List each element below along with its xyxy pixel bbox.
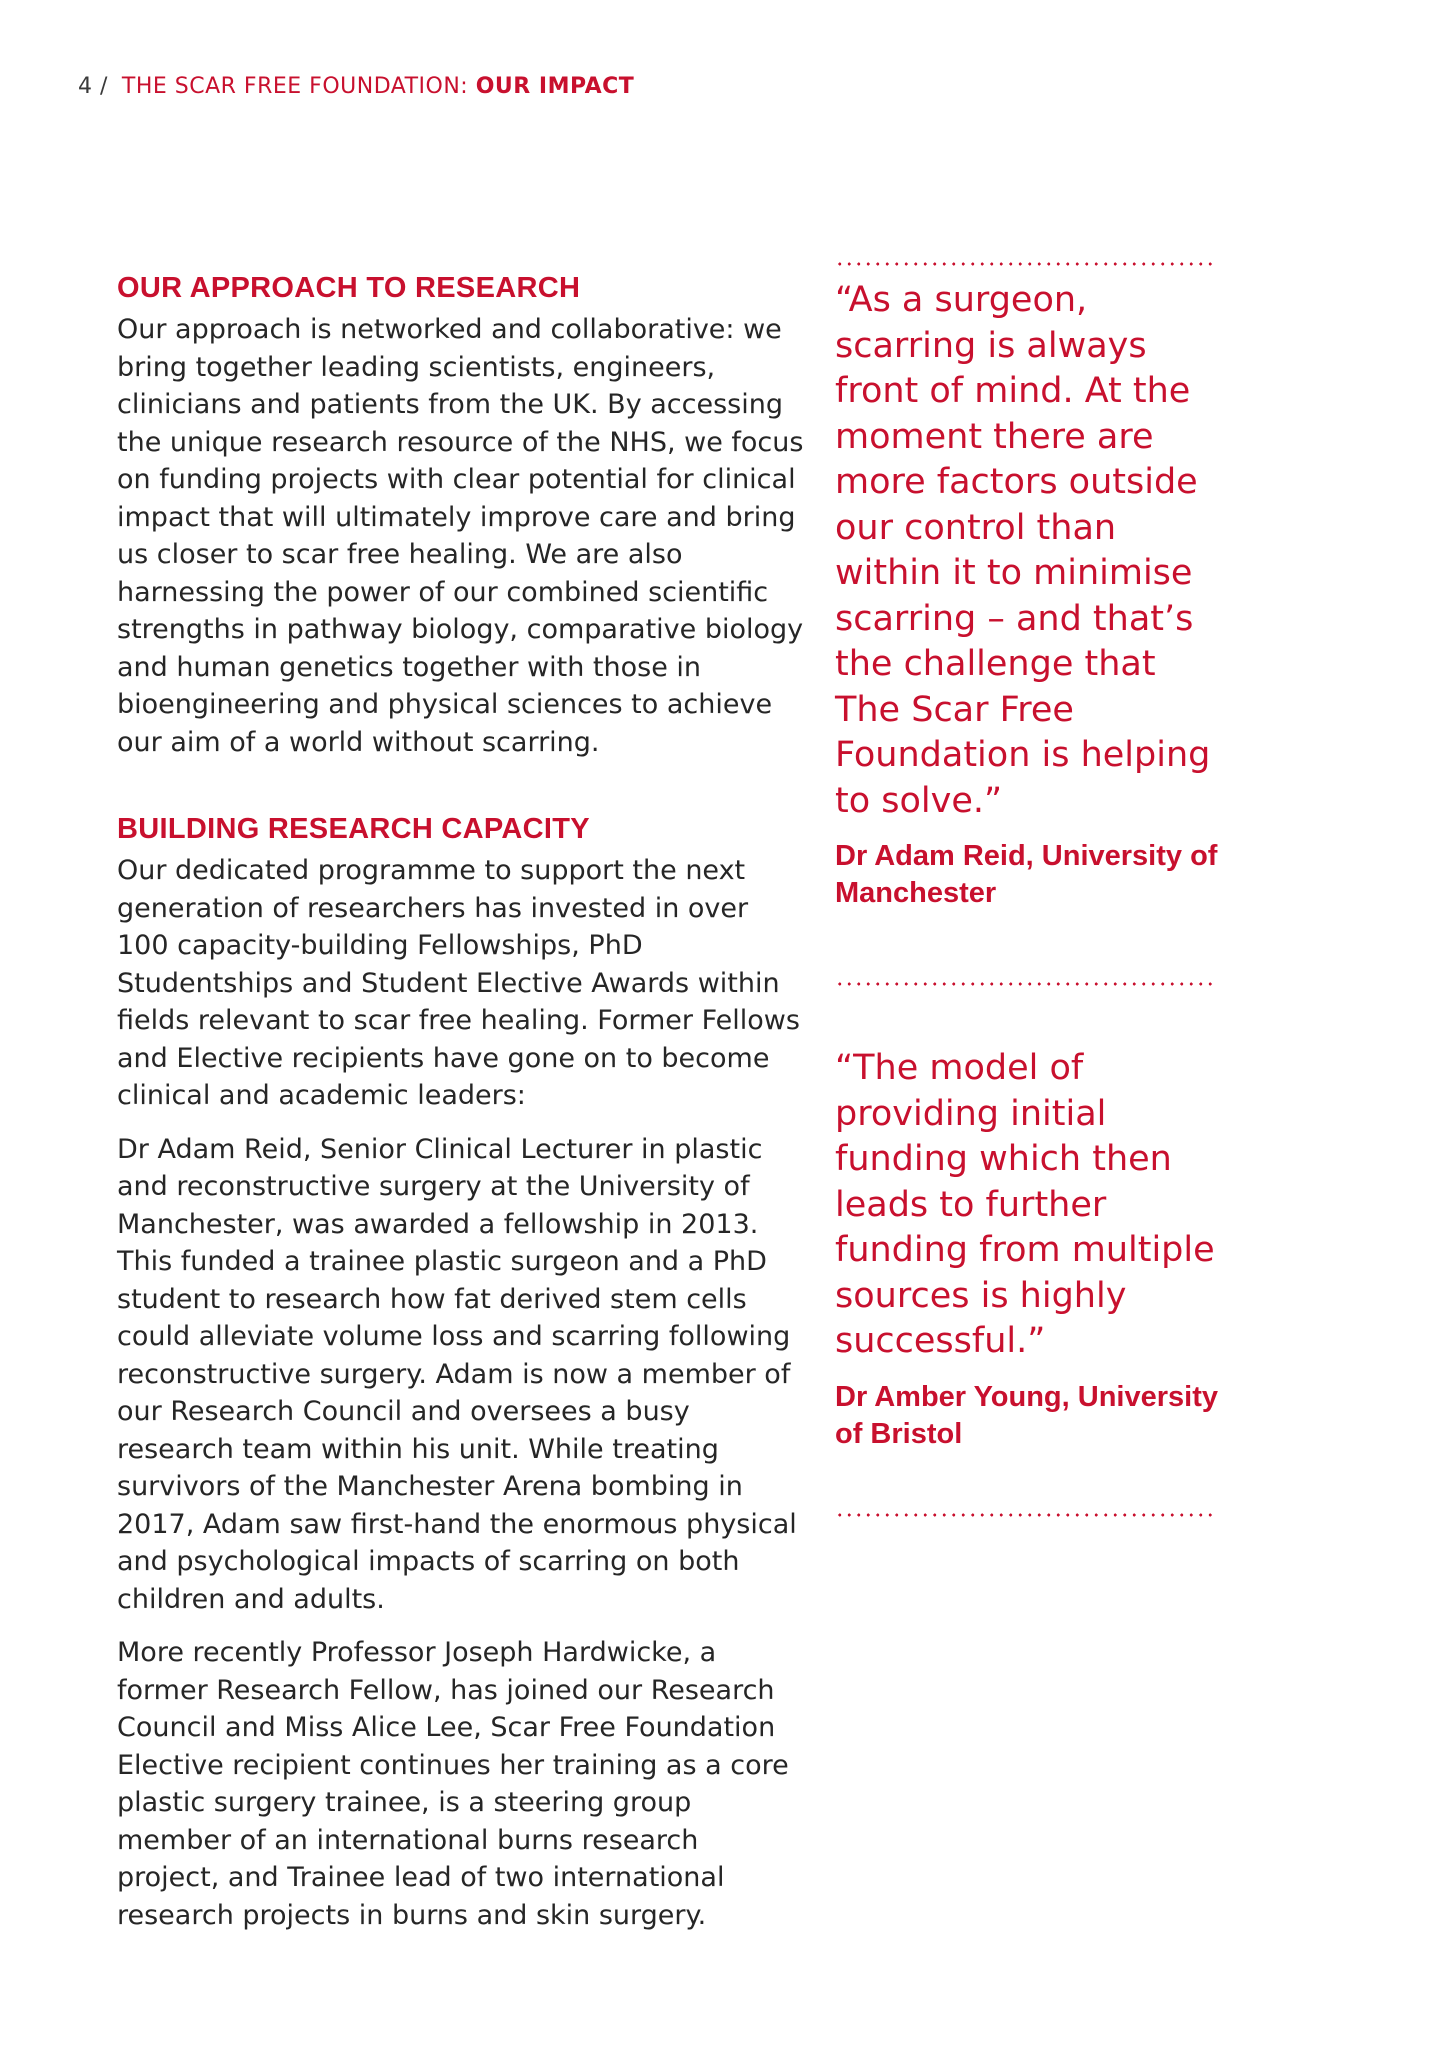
main-column xyxy=(117,272,807,1950)
pull-quote-2-text: “The model of providing initial funding which then leads to further funding from multiple sources is highly successful.” xyxy=(835,1048,1215,1361)
dotted-divider-bottom xyxy=(835,1513,1215,1517)
pull-quote-1-text: “As a surgeon, scarring is always front of mind. At the moment there are more factors outside our control than within it to minimise scarring – and that’s the challenge that The Scar Free Foundation is helping to solve.” xyxy=(835,280,1211,821)
pull-quote-1 xyxy=(835,278,1230,912)
quote-sidebar xyxy=(835,262,1230,1517)
approach-heading: OUR APPROACH TO RESEARCH xyxy=(117,272,581,304)
header-title-prefix: THE SCAR FREE FOUNDATION: xyxy=(121,74,469,99)
page-number: 4 / xyxy=(78,74,108,99)
pull-quote-2-attribution: Dr Amber Young, University of Bristol xyxy=(835,1380,1218,1450)
section-gap xyxy=(117,777,807,813)
header-title xyxy=(122,74,634,99)
dotted-divider-middle xyxy=(835,982,1215,986)
capacity-paragraph-1: Our dedicated programme to support the next generation of researchers has invested in over 100 capacity-building Fellowships, PhD Studentships and Student Elective Awards within fields relevant to scar free healing. Former Fellows and Elective recipients have gone on to become clinical and academic leaders: xyxy=(117,855,800,1111)
dotted-divider-top xyxy=(835,262,1215,266)
header-title-bold: OUR IMPACT xyxy=(475,74,635,99)
pull-quote-1-attribution: Dr Adam Reid, University of Manchester xyxy=(835,840,1218,909)
page-header xyxy=(78,74,634,99)
capacity-heading: BUILDING RESEARCH CAPACITY xyxy=(117,813,590,845)
pull-quote-2 xyxy=(835,1046,1230,1453)
capacity-paragraph-3: More recently Professor Joseph Hardwicke, a former Research Fellow, has joined our Research Council and Miss Alice Lee, Scar Free Foundation Elective recipient continues her training as a core plastic surgery trainee, is a steering group member of an international burns research project, and Trainee lead of two international research projects in burns and skin surgery. xyxy=(117,1637,789,1931)
approach-paragraph: Our approach is networked and collaborative: we bring together leading scientists, engineers, clinicians and patients from the UK. By accessing the unique research resource of the NHS, we focus on funding projects with clear potential for clinical impact that will ultimately improve care and bring us closer to scar free healing. We are also harnessing the power of our combined scientific strengths in pathway biology, comparative biology and human genetics together with those in bioengineering and physical sciences to achieve our aim of a world without scarring. xyxy=(117,314,804,758)
capacity-paragraph-2: Dr Adam Reid, Senior Clinical Lecturer in plastic and reconstructive surgery at the University of Manchester, was awarded a fellowship in 2013. This funded a trainee plastic surgeon and a PhD student to research how fat derived stem cells could alleviate volume loss and scarring following reconstructive surgery. Adam is now a member of our Research Council and oversees a busy research team within his unit. While treating survivors of the Manchester Arena bombing in 2017, Adam saw first-hand the enormous physical and psychological impacts of scarring on both children and adults. xyxy=(117,1133,797,1615)
